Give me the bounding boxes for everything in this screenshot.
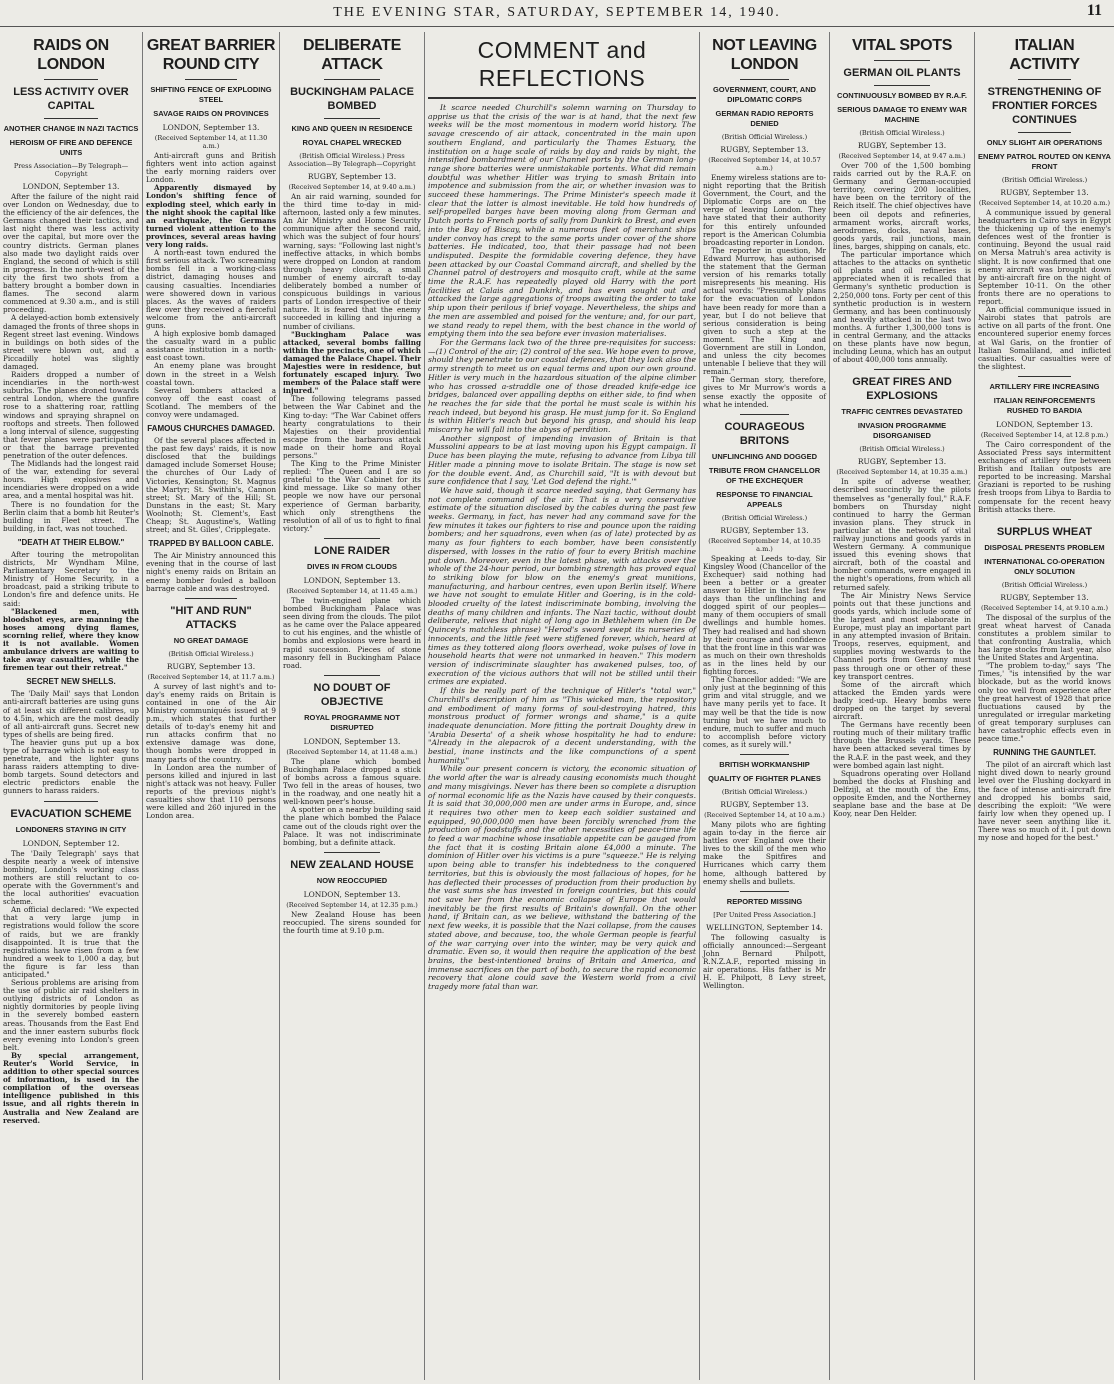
dateline: RUGBY, September 13. xyxy=(166,661,256,671)
dateline: RUGBY, September 13. xyxy=(720,799,809,809)
paragraph: "Blackened men, with bloodshot eyes, are manning the hoses among dying flames, scorning relief, where they know it is not available. Women ambulance drivers are waiting to take away casualties, while the firemen tear out their retreat." xyxy=(3,606,139,673)
received-line: (Received September 14, at 10.20 a.m.) xyxy=(978,199,1111,207)
deck: GERMAN RADIO REPORTS DENIED xyxy=(715,109,814,128)
paragraph: An air raid warning, sounded for the third time to-day in mid-afternoon, lasted only a few minutes. An Air Ministry and Home Security communique after the second raid, which was the subject of four hours' warning, says: "Following last night's ineffective attacks, in which bombs were dropped on London at random through heavy clouds, a small number of enemy aircraft to-day deliberately bombed a number of conspicuous buildings in various parts of London irrespective of their nature. It is feared that the enemy succeeded in killing and injuring a number of civilians. xyxy=(283,192,421,331)
divider xyxy=(874,60,929,61)
divider xyxy=(740,414,789,415)
subheading: "DEATH AT THEIR ELBOW." xyxy=(17,537,125,547)
headline-evacuation-scheme: EVACUATION SCHEME xyxy=(10,807,132,820)
divider xyxy=(740,79,789,80)
headline-great-barrier: GREAT BARRIER ROUND CITY xyxy=(146,37,276,73)
received-line: (Received September 14, at 12.8 p.m.) xyxy=(980,430,1109,439)
deck: ITALIAN REINFORCEMENTS RUSHED TO BARDIA xyxy=(993,395,1096,415)
divider xyxy=(1018,79,1071,80)
paragraph: The 'Daily Mail' says that London anti-aircraft batteries are using guns of at least six different calibres, up to 4.5in, which are the most deadly of all anti-aircraft guns. Secret new types of shells are being fired. xyxy=(3,689,139,739)
paragraph: Serious problems are arising from the use of public air raid shelters in outlying districts of London as nightly dormitories by people living in the severely bombed eastern areas. Thousands from the East End and the inner eastern suburbs flock every evening into London's green belt. xyxy=(3,978,139,1052)
paragraph: Anti-aircraft guns and British fighters went into action against the early morning raiders over London. xyxy=(146,151,276,185)
paragraph: The plane which bombed Buckingham Palace dropped a stick of bombs across a famous square. Two fell in the areas of houses, two in the roadway, and one neatly hit a well-known peer's house. xyxy=(283,756,421,807)
paragraph: For the Germans lack two of the three pre-requisites for success:—(1) Control of the air; (2) control of the sea. We hope even to prove, should they penetrate to our coastal defences, that they lack also the army strength to meet us on equal terms and upon our own ground. Hitler is very much in the hazardous situation of the alpine climber who has crossed a-straddle one of those dreaded knife-edge ice bridges, balanced over appalling depths on either side, to find when he reaches the far side that the portal he must scale is within his reach indeed, but beyond his grasp. He must jump for it. So England is within Hitler's reach but beyond his grasp, and should his leap miscarry he will fall into the abyss of perdition. xyxy=(428,337,696,435)
headline-not-leaving-london: NOT LEAVING LONDON xyxy=(712,37,817,73)
deck: SERIOUS DAMAGE TO ENEMY WAR MACHINE xyxy=(837,105,967,124)
paragraph: An official declared: "We expected that a very large jump in registrations would follow the score of raids, but we are frankly disappointed. It is true that the registrations have risen from a few hundred a week to 1,000 a day, but the figure is far less than anticipated." xyxy=(3,905,139,979)
masthead xyxy=(0,0,1114,27)
deck: KING AND QUEEN IN RESIDENCE xyxy=(291,124,413,133)
credit-line: [Per United Press Association.] xyxy=(713,910,816,919)
headline-vital-spots: VITAL SPOTS xyxy=(851,37,953,54)
paragraph: The heavier guns put up a box type of barrage which is not easy to penetrate, and the lighter guns harass raiders attempting to dive-bomb targets. Sound detectors and electric predictors enable the gunners to harass raiders. xyxy=(3,737,139,796)
credit-line: (British Official Wireless.) xyxy=(721,513,808,522)
credit-line: Press Association—By Telegraph—Copyright xyxy=(13,162,129,178)
paragraph: Some of the aircraft which attacked the Emden yards were badly iced-up. Heavy bombs were dropped on the target by several aircraft. xyxy=(833,679,971,722)
column-not-leaving-london xyxy=(700,32,830,1380)
divider xyxy=(874,85,929,86)
headline-british-workmanship: BRITISH WORKMANSHIP xyxy=(719,759,810,769)
dateline: RUGBY, September 13. xyxy=(720,525,809,535)
dateline: RUGBY, September 13. xyxy=(857,141,947,150)
deck: TRAFFIC CENTRES DEVASTATED xyxy=(841,407,963,417)
dateline: RUGBY, September 13. xyxy=(857,457,947,467)
deck: ENEMY PATROL ROUTED ON KENYA FRONT xyxy=(978,152,1111,171)
divider xyxy=(740,891,789,892)
paragraph: In London area the number of persons killed and injured in last night's attack was not heavy. Fuller reports of the previous night's casualties show that 110 persons were killed and 260 injured in the London area. xyxy=(146,762,276,821)
deck: SHIFTING FENCE OF EXPLODING STEEL xyxy=(150,85,272,104)
deck: GERMAN OIL PLANTS xyxy=(843,67,961,79)
received-line: (Received September 14, at 10.57 a.m.) xyxy=(708,156,821,172)
paragraph: There is no foundation for the Berlin claim that a bomb hit Reuter's building in Fleet street. The building, in fact, was not touched. xyxy=(3,499,139,533)
paragraph: "Buckingham Palace was attacked, several bombs falling within the precincts, one of which damaged the Palace Chapel. Their Majesties were in residence, but fortunately escaped injury. Two members of the Palace staff were injured." xyxy=(283,329,422,396)
paragraph: If this be really part of the technique of Hitler's "total war," Churchill's description of him as "This wicked man, the repository and embodiment of many forms of soul-destroying hatred, this monstrous product of former wrongs and shame," is a quite inadequate denunciation. More fitting the portrait Doughty drew in 'Arabia Deserta' of a sheik whose hospitality he had to endure: "Already in the alepacrok of a decent understanding, with the bestial, inane instincts and the like compunctions of a spent humanity." xyxy=(428,686,696,765)
credit-line: (British Official Wireless.) xyxy=(721,133,808,141)
received-line: (Received September 14, at 12.35 p.m.) xyxy=(286,900,418,909)
paragraph: A communique issued by general headquarters in Cairo says in Egypt the thickening up of the enemy's defences west of the frontier is continuing. Beyond the usual raid on Mersa Matruh's area activity is slight. It is now confirmed that one enemy aircraft was brought down by anti-aircraft fire on the night of September 10-11. On the other fronts there are no operations to report. xyxy=(978,208,1111,307)
paragraph: A north-east town endured the first serious attack. Two screaming bombs fell in a working-class district, damaging houses and causing casualties. Incendiaries were showered down in various places. As the waves of raiders flew over they received a fierceful welcome from the anti-aircraft guns. xyxy=(146,248,276,330)
deck: BUCKINGHAM PALACE BOMBED xyxy=(290,86,414,112)
paragraph: Over 700 of the 1,500 bombing raids carried out by the R.A.F. on Germany and German-occupied territory, covering 200 localities, have been on the territory of the Reich itself. The chief objectives have been oil depots and refineries, armament works, aircraft works, aerodromes, docks, naval bases, goods yards, rail junctions, main lines, barges, shipping on canals, etc. xyxy=(833,161,971,251)
paragraph: A high explosive bomb damaged the casualty ward in a public assistance institution in a north-east coast town. xyxy=(146,329,276,363)
divider xyxy=(185,79,237,80)
paragraph: A spotter on a nearby building said the plane which bombed the Palace came out of the clouds right over the Palace. It was not indiscriminate bombing, but a definite attack. xyxy=(283,805,421,847)
dateline: LONDON, September 13. xyxy=(22,182,120,191)
headline-reported-missing: REPORTED MISSING xyxy=(726,896,803,906)
headline-surplus-wheat: SURPLUS WHEAT xyxy=(996,525,1093,538)
deck: DIVES IN FROM CLOUDS xyxy=(306,561,397,571)
paragraph: The Air Ministry News Service points out that these junctions and goods yards, which include some of the largest and most elaborate in Europe, must play an important part in any attempted invasion of Britain. Troops, reserves, equipment, and supplies moving westwards to the Channel ports from Germany must pass through one or other of these key transport centres. xyxy=(833,590,971,681)
column-great-barrier xyxy=(143,32,280,1380)
received-line: (Received September 14, at 11.30 a.m.) xyxy=(154,134,268,150)
divider xyxy=(324,118,379,119)
headline-comment-and-reflections: COMMENT and REFLECTIONS xyxy=(477,37,647,91)
column-deliberate-attack xyxy=(280,32,425,1380)
credit-line: (British Official Wireless.) xyxy=(859,445,945,454)
divider xyxy=(740,754,789,755)
paragraph: The 'Daily Telegraph' says that despite nearly a week of intensive bombing, London's working class mothers are still reluctant to co-operate with the Government's and the local authorities' evacuation scheme. xyxy=(3,848,139,907)
divider xyxy=(324,79,379,80)
paragraph: Many pilots who are fighting again to-day in the fierce air battles over England owe their lives to the skill of the men who make the Spitfires and Hurricanes which carry them home, although battered by enemy shells and bullets. xyxy=(703,819,826,886)
divider xyxy=(324,538,379,539)
deck: SAVAGE RAIDS ON PROVINCES xyxy=(153,109,269,118)
dateline: RUGBY, September 13. xyxy=(1000,592,1089,602)
paragraph: Of the several places affected in the past few days' raids, it is now disclosed that the buildings damaged include Somerset House; the churches of Our Lady of Victories, Kensington; St. Magnus the Martyr; St. Swithin's, Cannon street; St. Mary of the Hill; St. Dunstans in the east; St. Mary Woolnoth; St. Clement's, East Cheap; St. Augustine's, Watling street; and St. Giles', Cripplegate. xyxy=(146,436,276,535)
deck: INVASION PROGRAMME DISORGANISED xyxy=(857,421,947,441)
footnote: By special arrangement, Reuter's World Service, in addition to other special sources of information, is used in the compilation of the overseas intelligence published in this issue, and all rights therein in Australia and New Zealand are reserved. xyxy=(3,1050,139,1125)
divider xyxy=(44,118,98,119)
paragraph: The pilot of an aircraft which last night dived down to nearly ground level over the Flushing dockyard in the face of intense anti-aircraft fire and dropped his bombs said, describing the exploit: "We were fairly low when they opened up. I have never seen anything like it. There was so much of it. I put down my nose and hoped for the best." xyxy=(978,760,1111,843)
deck: CONTINUOUSLY BOMBED BY R.A.F. xyxy=(837,91,967,100)
paragraph: The Air Ministry announced this evening that in the course of last night's enemy raids on Britain an enemy bomber fouled a balloon barrage cable and was destroyed. xyxy=(146,551,276,593)
deck: GOVERNMENT, COURT, AND DIPLOMATIC CORPS xyxy=(712,85,817,104)
paragraph: An official communique issued in Nairobi states that patrols are active on all parts of the front. One encountered superior enemy forces at Wal Garis, on the frontier of Italian Somaliland, and inflicted casualties. Our casualties were of the slightest. xyxy=(978,305,1111,371)
dateline: LONDON, September 13. xyxy=(303,889,401,899)
credit-line: (British Official Wireless.) Press Association—By Telegraph—Copyright xyxy=(288,152,416,168)
credit-line: (British Official Wireless.) xyxy=(721,787,808,796)
paragraph: The disposal of the surplus of the great wheat harvest of Canada constitutes a problem similar to that confronting Australia, which has large stocks from last year, also the United States and Argentina. xyxy=(978,612,1111,663)
deck: TRIBUTE FROM CHANCELLOR OF THE EXCHEQUER xyxy=(708,465,821,485)
deck: INTERNATIONAL CO-OPERATION ONLY SOLUTION xyxy=(984,556,1105,576)
headline-no-doubt: NO DOUBT OF OBJECTIVE xyxy=(313,681,391,708)
headline-italian-activity: ITALIAN ACTIVITY xyxy=(1009,37,1080,73)
subheading: RUNNING THE GAUNTLET. xyxy=(993,748,1096,758)
deck: QUALITY OF FIGHTER PLANES xyxy=(708,773,821,783)
dateline: LONDON, September 13. xyxy=(303,575,401,585)
page-number: 11 xyxy=(1086,2,1102,19)
headline-raids-on-london: RAIDS ON LONDON xyxy=(33,37,109,73)
received-line: (Received September 14, at 11.45 a.m.) xyxy=(286,586,418,595)
divider xyxy=(44,801,98,802)
paragraph: It scarce needed Churchill's solemn warning on Thursday to apprise us that the crisis of the war is at hand, that the next few weeks will be the most momentous in modern world history. The savage crescendo of air attack, concentrated in the main upon southern England, and particularly the Thames Estuary, the institution on a huge scale of raids by day and raids by night, the intensified bombardment of our Channel ports by the German long-range shore batteries were unmistakable portents. What did remain doubtful was whether Hitler was trying to smash Britain into impotence and submission from the air, or whether invasion was to succeed these hammerings. The Prime Minister's speech made it clear that the latter is almost inevitable. He told how hundreds of self-propelled barges have been moving along from German and Dutch ports to French ports of sally from Dunkirk to Brest, and even into the Bay of Biscay, while a numerous fleet of merchant ships under convoy has crept to the same ports under cover of the shore batteries. He indicated, too, that their passage had not been undisputed. Despite the formidable covering defence, they have been attacked by our Coastal Command aircraft, and shelled by the Channel patrol of destroyers and mosquito craft, while at the same time the R.A.F. has repeatedly played old Harry with the port facilities at Calais and Dunkirk, and has even sought out and attacked the large aggregations of troops awaiting the order to take ship upon their perilous if brief voyage. Nevertheless, the ships and the men are assembled and poised for the venture; and, for our part, we stand ready to repel them, with the best chance in the world of emptying them into the sea before ever invasion materialises. xyxy=(428,103,696,339)
paragraph: The following casualty is officially announced:—Sergeant John Bernard Philpott, R.N.Z.A.F., reported missing in air operations. His father is Mr H. E. Philpott, 8 Levy street, Wellington. xyxy=(703,932,826,991)
headline-great-fires: GREAT FIRES AND EXPLOSIONS xyxy=(852,376,952,403)
paragraph: Squadrons operating over Holland bombed the docks at Flushing and Delfzijl, at the mouth of the Ems, opposite Emden, and the Northerney seaplane base and the base at De Kooy, near Den Helder. xyxy=(833,768,971,819)
paragraph: Apparently dismayed by London's shifting fence of exploding steel, which early in the night shook the capital like an earthquake, the Germans turned violent attention to the provinces, several areas having very long raids. xyxy=(146,183,276,250)
column-vital-spots xyxy=(830,32,975,1380)
dateline: LONDON, September 13. xyxy=(162,123,260,132)
dateline: RUGBY, September 13. xyxy=(307,172,397,181)
credit-line: (British Official Wireless.) xyxy=(1001,176,1088,184)
divider xyxy=(1018,132,1071,133)
column-raids-on-london xyxy=(0,32,143,1380)
received-line: (Received September 14, at 11.7 a.m.) xyxy=(147,672,275,681)
paragraph: Speaking at Leeds to-day, Sir Kingsley Wood (Chancellor of the Exchequer) said nothing had been a better or a greater answer to Hitler in the last few days than the unflinching and dogged spirit of our peoples—many of them occupiers of small dwellings and humble homes. They had realised and had shown by their courage and confidence that the front line in this war was as much on their own thresholds as in the lines held by our fighting forces. xyxy=(703,553,826,677)
paragraph: The Germans have recently been routing much of their military traffic through the Brussels yards. These have been attacked several times by the R.A.F. in the past week, and they were bombed again last night. xyxy=(833,720,971,770)
received-line: (Received September 14, at 9.40 a.m.) xyxy=(288,183,416,191)
headline-lone-raider: LONE RAIDER xyxy=(314,544,390,557)
received-line: (Received September 14, at 10.35 a.m.) xyxy=(708,536,821,553)
headline-deliberate-attack: DELIBERATE ATTACK xyxy=(302,37,402,73)
paragraph: The German story, therefore, gives to Mr Murrow's words a sense exactly the opposite of what he intended. xyxy=(703,375,826,409)
column-comment-and-reflections xyxy=(425,32,700,1380)
paragraph: Enemy wireless stations are to-night reporting that the British Government, the Court, and the Diplomatic Corps are on the verge of leaving London. They have stated that their authority for this entirely unfounded report is the American Columbia broadcasting reporter in London. xyxy=(703,173,826,247)
deck: ANOTHER CHANGE IN NAZI TACTICS xyxy=(3,124,139,133)
paragraph: The twin-engined plane which bombed Buckingham Palace was seen diving from the clouds. The pilot as he came over the Palace appeared to cut his engines, and the whistle of bombs and explosions were heard in rapid succession. Pieces of stone masonry fell in Buckingham Palace road. xyxy=(283,595,421,670)
paragraph: Several bombers attacked a convoy off the east coast of Scotland. The members of the convoy were undamaged. xyxy=(146,385,276,419)
paragraph: The Cairo correspondent of the Associated Press says intermittent exchanges of artillery fire between British and Italian outposts are reported to be increasing. Marshal Graziani is reported to be rushing fresh troops from Libya to Bardia to compensate for the recent heavy British attacks there. xyxy=(978,439,1111,514)
divider xyxy=(1018,376,1071,377)
dateline: WELLINGTON, September 14. xyxy=(706,922,823,932)
headline-new-zealand-house: NEW ZEALAND HOUSE xyxy=(290,858,414,871)
divider xyxy=(1018,519,1071,520)
masthead-title: THE EVENING STAR, SATURDAY, SEPTEMBER 14, 1940. xyxy=(333,5,781,20)
received-line: (Received September 14, at 10.35 a.m.) xyxy=(836,468,968,477)
headline-artillery-fire: ARTILLERY FIRE INCREASING xyxy=(989,381,1100,391)
headline-courageous-britons: COURAGEOUS BRITONS xyxy=(724,420,805,447)
paragraph: New Zealand House has been reoccupied. The sirens sounded for the fourth time at 9.10 p.m. xyxy=(283,909,421,935)
dateline: LONDON, September 13. xyxy=(303,736,401,746)
divider xyxy=(874,369,929,370)
paragraph: A delayed-action bomb extensively damaged the fronts of three shops in Regent street last evening. Windows in buildings on both sides of the street were blown out, and a Piccadilly hotel was slightly damaged. xyxy=(3,313,139,371)
dateline: LONDON, September 13. xyxy=(996,419,1093,429)
paragraph: "The problem to-day," says 'The Times,' "is intensified by the war blockade, but as the world knows only too well from experience after the great harvest of 1928 that price fluctuations caused by the unregulated or irregular marketing of great temporary surpluses can have catastrophic effects even in peace time." xyxy=(978,661,1111,744)
credit-line: (British Official Wireless.) xyxy=(168,649,254,658)
deck: RESPONSE TO FINANCIAL APPEALS xyxy=(716,489,813,509)
received-line: (Received September 14, at 9.10 a.m.) xyxy=(980,603,1109,612)
subheading: TRAPPED BY BALLOON CABLE. xyxy=(148,539,274,549)
deck: HEROISM OF FIRE AND DEFENCE UNITS xyxy=(9,138,133,157)
paragraph: Raiders dropped a number of incendiaries in the north-west suburbs. The planes droned towards central London, where the gunfire rose to a shattering roar, rattling windows and spraying shrapnel on rooftops and streets. Then followed a long interval of silence, suggesting that fewer planes were participating or that the barrage prevented penetration of the outer defences. xyxy=(3,370,139,460)
paragraph: The particular importance which attaches to the attacks on synthetic oil plants and oil refineries is appreciated when it is recalled that Germany's synthetic production is 2,250,000 tons. Forty per cent of this synthetic production is in western Germany, and has been continuously and heavily attacked in the last two months. A further 1,300,000 tons is in central Germany, and the attacks on these plants have now begun, including Leuna, which has an output of about 400,000 tons annually. xyxy=(833,250,971,365)
paragraph: The following telegrams passed between the War Cabinet and the King to-day: "The War Cabinet offers hearty congratulations to their Majesties on their providential escape from the barbarous attack made on their home and Royal persons." xyxy=(283,394,421,460)
subheading: SECRET NEW SHELLS. xyxy=(26,677,116,687)
paragraph: The Chancellor added: "We are only just at the beginning of this grim and vital struggle, and we have many perils yet to face. It may well be that the tide is now turning but we have much to endure, much to suffer and much to accomplish before victory comes, as it surely will." xyxy=(703,675,826,749)
paragraph: After touring the metropolitan districts, Mr Wyndham Milne, Parliamentary Secretary to the Ministry of Home Security, in a broadcast, paid a striking tribute to London's fire and defence units. He said: xyxy=(3,549,139,608)
deck: DISPOSAL PRESENTS PROBLEM xyxy=(984,542,1105,552)
deck: STRENGTHENING OF FRONTIER FORCES CONTINUES xyxy=(987,86,1102,126)
received-line: (Received September 14, at 11.48 a.m.) xyxy=(286,747,418,756)
headline-hit-and-run: "HIT AND RUN" ATTACKS xyxy=(170,604,252,631)
deck: LONDONERS STAYING IN CITY xyxy=(15,824,127,834)
deck: ROYAL PROGRAMME NOT DISRUPTED xyxy=(304,712,400,732)
paragraph: While our present concern is victory, the economic situation of the world after the war is already causing economists much thought and many misgivings. Never has there been so complete a disruption of normal economic life as the Nazis have caused by their conquests. It is said that 30,000,000 men are under arms in Europe, and, since it requires two other men to keep each soldier sustained and equipped, 90,000,000 men have been forcibly wrenched from the production of foodstuffs and the other necessities of peace-time life to feed a war machine whose insatiable appetite can be gauged from the fact that it is costing Britain alone £4,000 a minute. The dominion of Hitler over his victims is a pure "squeeze." He is relying upon being able to transfer his indebtedness to the conquered territories, but this is obviously the most fallacious of hopes, for he has deflected their processes of production from their production by the vast sums she has invested in foreign countries, but this could not save her from the economic collapse of Europe that would inevitably be the first results of Britain's downfall. On the other hand, if Britain can, as we believe, withstand the battering of the next few weeks, it is possible that the Nazi collapse, from the causes stated above, and because, too, the whole German people is fearful of the war carrying over into the winter, may be very quick and dramatic. Even so, it would then require the application of the best brains, the best-intentioned brains of Britain and America, and immense sacrifices on the part of both, to secure the rapid economic recovery that alone could save the Western world from a civil tragedy more fatal than war. xyxy=(428,764,696,992)
deck: ONLY SLIGHT AIR OPERATIONS xyxy=(986,138,1103,147)
dateline: RUGBY, September 13. xyxy=(1000,188,1089,197)
divider xyxy=(428,97,696,99)
deck: NO GREAT DAMAGE xyxy=(173,635,249,645)
paragraph: Another signpost of impending invasion of Britain is that Mussolini appears to be at last moving upon his Egypt campaign. Il Duce has been playing the mute, refusing to advance from Libya till Hitler made a pinning move to isolate Britain. The stage is now set for the double event. And, as Churchill said, "It is with devout but sure confidence that I say, 'Let God defend the right.'" xyxy=(428,433,696,487)
received-line: (Received September 14, at 10 a.m.) xyxy=(704,810,825,819)
paragraph: The King to the Prime Minister replied: "The Queen and I are so grateful to the War Cabinet for its kind message. Like so many other people we now have our personal experience of German barbarity, which only strengthens the resolution of all of us to fight to final victory." xyxy=(283,459,421,533)
credit-line: (British Official Wireless.) xyxy=(1001,580,1088,589)
column-italian-activity xyxy=(975,32,1114,1380)
paragraph: An enemy plane was brought down in the street in a Welsh coastal town. xyxy=(146,361,276,387)
divider xyxy=(185,598,237,599)
credit-line: (British Official Wireless.) xyxy=(859,129,945,137)
paragraph: The reporter in question, Mr Edward Murrow, has authorised the statement that the German version of his remarks totally misrepresents his meaning. His actual words: "Presumably plans for the evacuation of London have been ready for more than a year, but I do not believe that serious consideration is being given to such a step at the moment. The King and Government are still in London, and unless the city becomes untenable I believe that they will remain." xyxy=(703,245,826,377)
paragraph: We have said, though it scarce needed saying, that Germany has not complete command of the air. That is a very conservative estimate of the situation disclosed by the cables during the past few weeks. Germany, in fact, has never had any command save for the few minutes it takes our fighters to rise and pounce upon the raiding bombers; and her squadrons, even when (as of late) protected by as many as four fighters to each bomber, have been consistently dispersed, with losses in the ratio of four to every British machine put down. Moreover, even in the latest phase, with attacks over the whole of the 24-hour period, our bombing strength has proved equal to striking blow for blow on the enemy's great munitions, manufacturing, and harbour centres, even upon Berlin itself. Where we have not sought to emulate Hitler and Goering, is in the cold-blooded cruelty of the latest indiscriminate bombing, involving the deaths of many children and infants. The Nazi tactic, without doubt deliberate, relives that night of long ago in Bethlehem when (in De Quincey's matchless phrase) "Herod's sword swept its nurseries of innocents, and the little feet were stiffened forever, which, heard at times as they tottered along floors overhead, woke pulses of love in household hearts that were not unmarked in heaven." This modern version of indiscriminate slaughter has awakened pulses, too, of execration of the vicious authors that will not be stilled until their crimes are expiated. xyxy=(428,485,696,687)
deck: NOW REOCCUPIED xyxy=(316,875,388,885)
paragraph: The Midlands had the longest raid of the war, extending for several hours. High explosives and incendiaries were dropped on a wide area, and a mental hospital was hit. xyxy=(3,459,139,501)
subheading: FAMOUS CHURCHES DAMAGED. xyxy=(147,424,275,434)
paragraph: In spite of adverse weather, described succinctly by the pilots themselves as "generally foul," R.A.F. bombers on Thursday night continued to harry the German invasion plans. They struck in particular at the network of vital railway junctions and goods yards in Western Germany. A communique issued this evening shows that aircraft, both of the coastal and bomber commands, were engaged in the night's operations, from which all returned safely. xyxy=(833,477,971,592)
paragraph: After the failure of the night raid over London on Wednesday, due to the efficiency of the air defences, the Germans changed their tactics, and last night there was less activity over the capital, but more over the country districts. German planes also made two daylight raids over England, the second of which is still in progress. In the north-west of the city the first two shots from a battery brought a bomber down in flames. The second alarm commenced at 9.30 a.m., and is still proceeding. xyxy=(3,192,139,315)
deck: ROYAL CHAPEL WRECKED xyxy=(302,138,402,147)
received-line: (Received September 14, at 9.47 a.m.) xyxy=(838,152,966,160)
divider xyxy=(44,79,98,80)
paragraph: A survey of last night's and to-day's enemy raids on Britain is contained in one of the Air Ministry communiqués issued at 9 p.m., which states that further details of to-day's enemy hit and run attacks confirm that no extensive damage was done, though bombs were dropped in many parts of the country. xyxy=(146,681,276,764)
divider xyxy=(324,852,379,853)
divider xyxy=(324,675,379,676)
dateline: RUGBY, September 13. xyxy=(720,145,809,154)
dateline: LONDON, September 12. xyxy=(22,838,120,848)
deck: LESS ACTIVITY OVER CAPITAL xyxy=(13,86,129,112)
deck: UNFLINCHING AND DOGGED xyxy=(711,451,818,461)
